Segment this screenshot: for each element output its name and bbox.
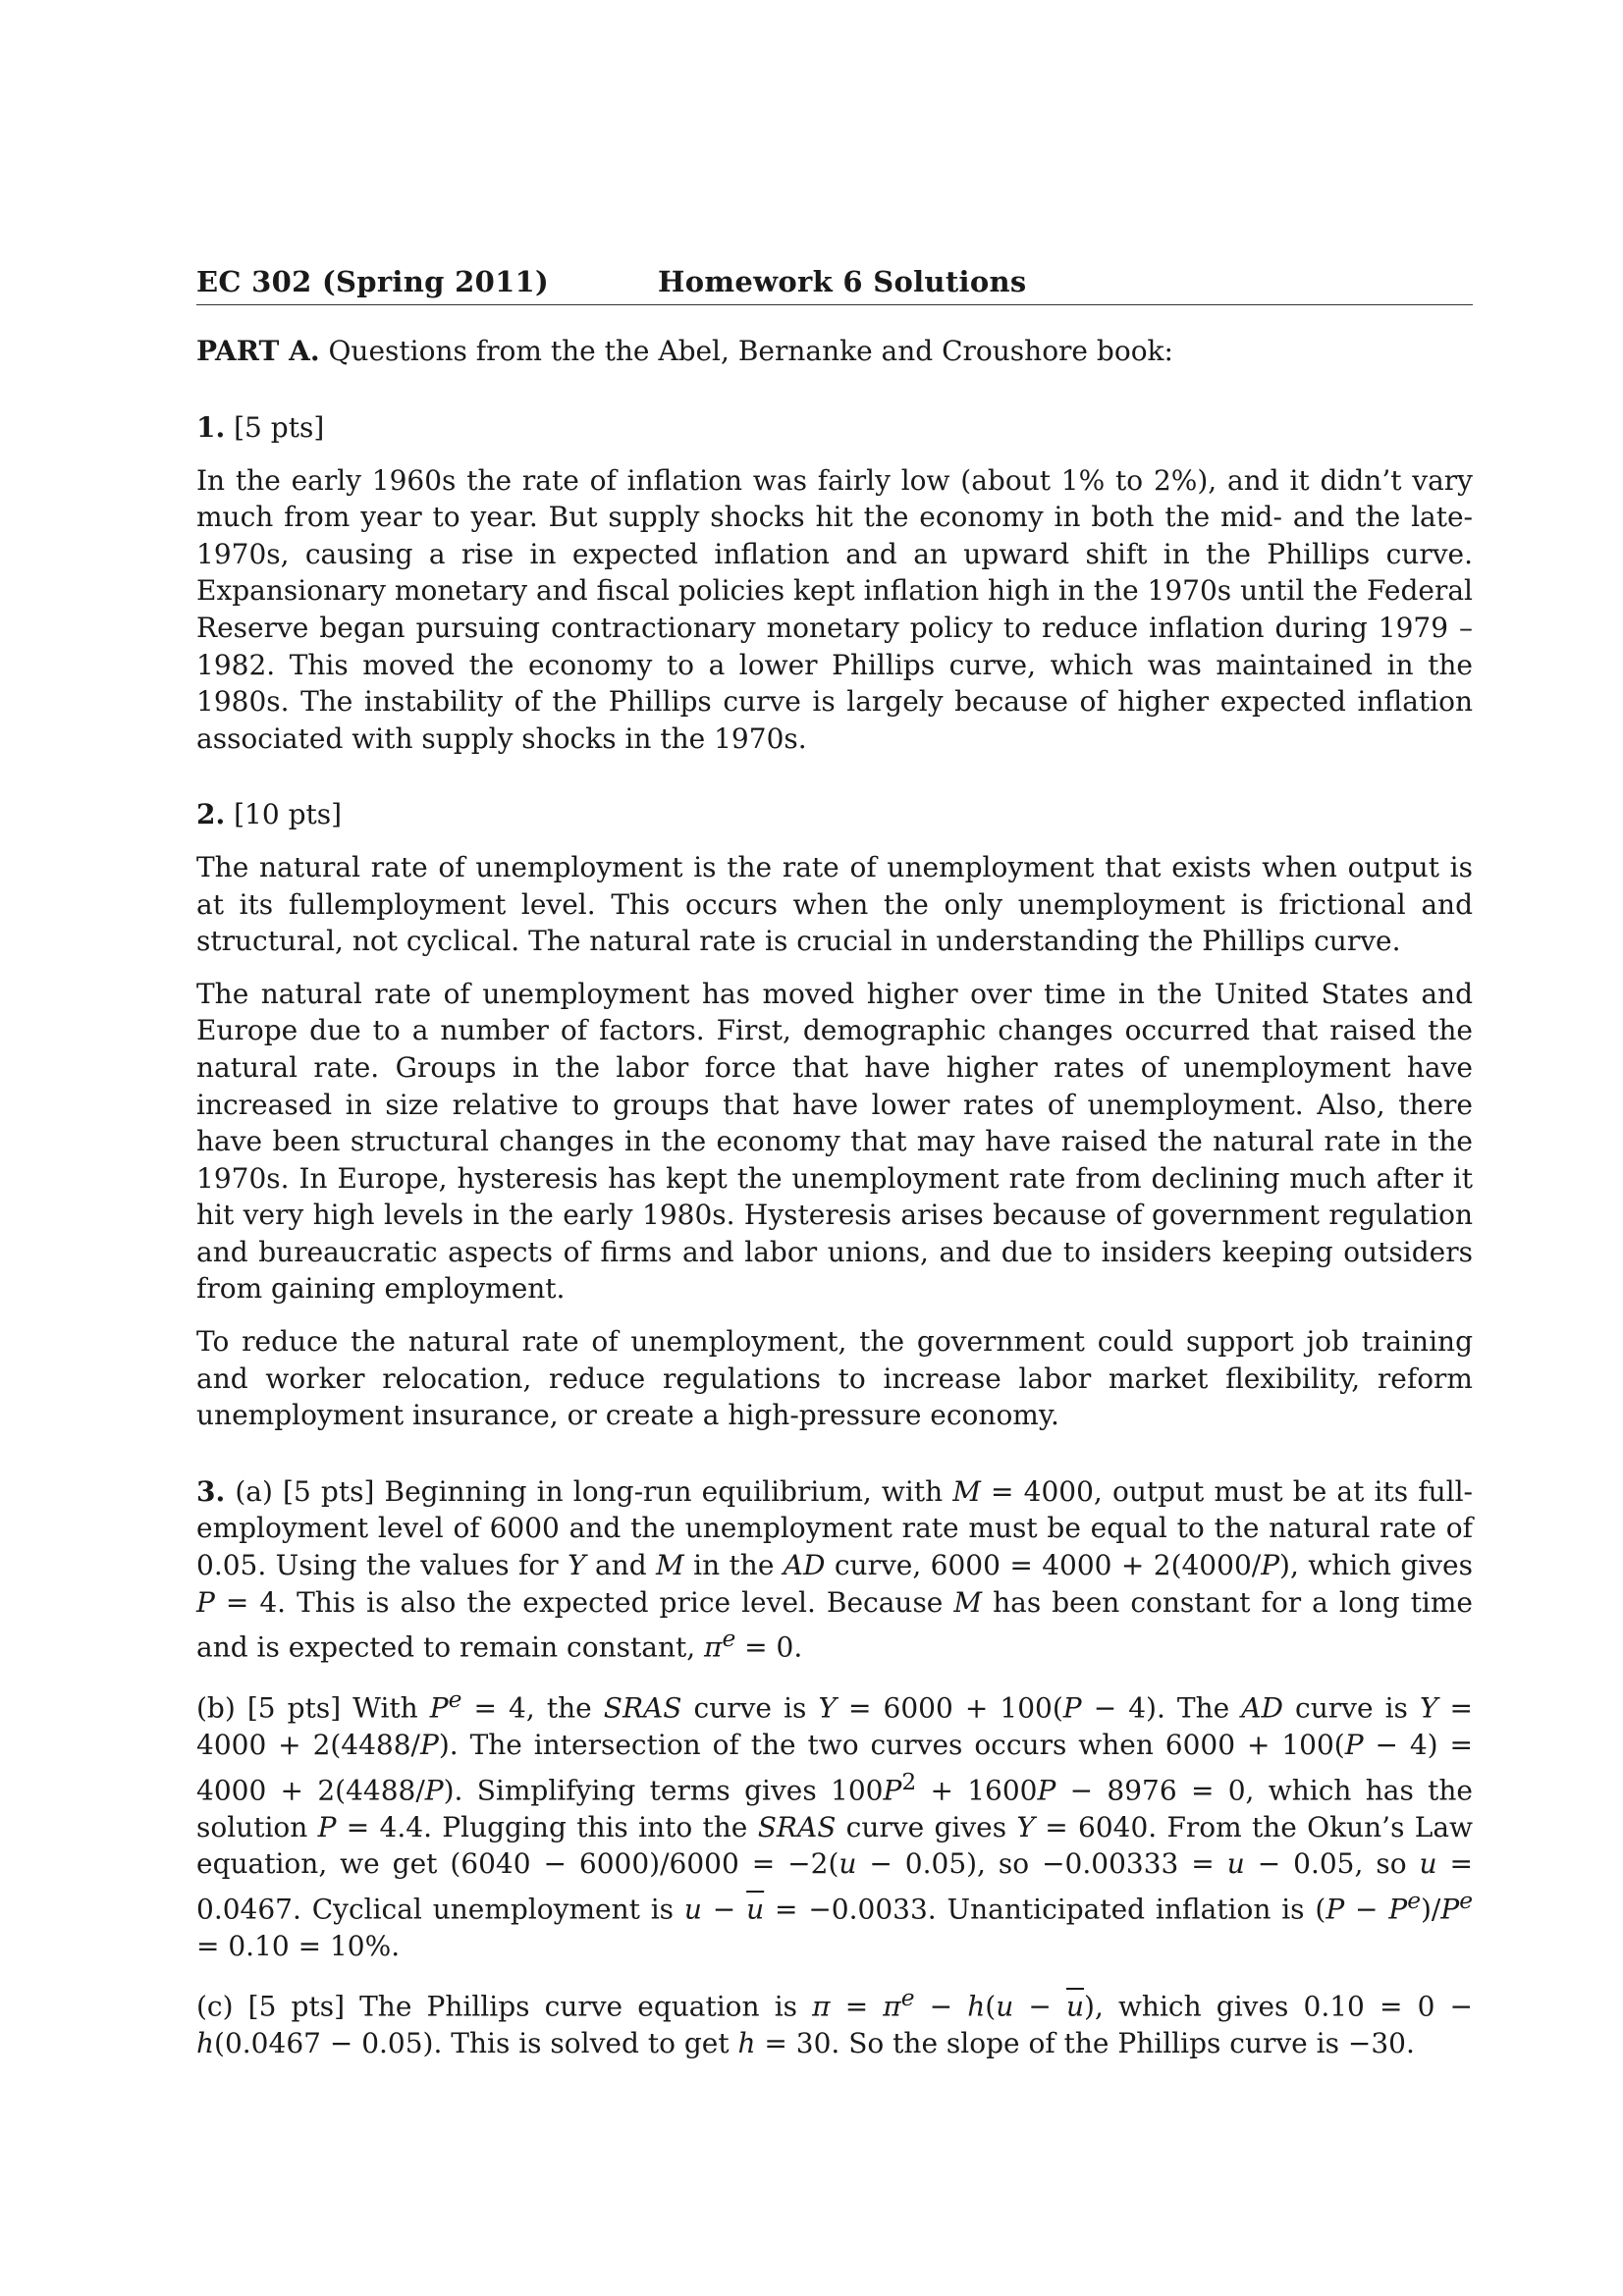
question-3: [196, 1473, 1473, 2062]
answer-part-b: (b) [5 pts] With $P^e = 4$, the SRAS curve is Y = 6000 + 100(P − 4). The AD curve is Y = 4000 + 2(4488/P). The intersection of the two curves occurs when 6000 + 100(P − 4) = 4000 + 2(4488/P). Simplifying terms gives $100P^2 + 1600P - 8976 = 0$, which has the solution P = 4.4. Plugging this into the SRAS curve gives Y = 6040. From the Okun’s Law equation, we get (6040 − 6000)/6000 = −2(u − 0.05), so −0.00333 = u − 0.05, so u = 0.0467. Cyclical unemployment is $u - \overline{u} = -0.0033$. Unanticipated inflation is $(P - P^e)/P^e = 0.10 = 10\%$.: [196, 1685, 1474, 1962]
question-2-heading: [196, 796, 1473, 833]
document-title: Homework 6 Solutions: [658, 265, 1027, 298]
question-2: [196, 796, 1473, 1434]
part-a-text: Questions from the the Abel, Bernanke and Croushore book:: [319, 335, 1173, 367]
question-number: 2.: [196, 798, 226, 831]
answer-paragraph: The natural rate of unemployment has moved higher over time in the United States and Europe due to a number of factors. First, demographic changes occurred that raised the natural rate. Groups in the labor force that have higher rates of unemployment have increased in size relative to groups that have lower rates of unemployment. Also, there have been structural changes in the economy that may have raised the natural rate in the 1970s. In Europe, hysteresis has kept the unemployment rate from declining much after it hit very high levels in the early 1980s. Hysteresis arises because of government regulation and bureaucratic aspects of firms and labor unions, and due to insiders keeping outsiders from gaining employment.: [196, 977, 1473, 1306]
answer-paragraph: In the early 1960s the rate of inflation was fairly low (about 1% to 2%), and it didn’t vary much from year to year. But supply shocks hit the economy in both the mid- and the late-1970s, causing a rise in expected inflation and an upward shift in the Phillips curve. Expansionary monetary and fiscal policies kept inflation high in the 1970s until the Federal Reserve began pursuing contractionary monetary policy to reduce inflation during 1979 – 1982. This moved the economy to a lower Phillips curve, which was maintained in the 1980s. The instability of the Phillips curve is largely because of higher expected inflation associated with supply shocks in the 1970s.: [196, 463, 1473, 755]
course-label: EC 302 (Spring 2011): [196, 265, 550, 298]
question-number: 3.: [196, 1474, 226, 1508]
question-points: [10 pts]: [225, 798, 343, 831]
part-a-heading: [196, 333, 1473, 370]
answer-part-c: (c) [5 pts] The Phillips curve equation is $\pi = \pi^e - h(u - \overline{u})$, which gives 0.10 = 0 − h(0.0467 − 0.05). This is solved to get h = 30. So the slope of the Phillips curve is −30.: [196, 1984, 1473, 2060]
answer-paragraph: To reduce the natural rate of unemployment, the government could support job training and worker relocation, reduce regulations to increase labor market flexibility, reform unemployment insurance, or create a high-pressure economy.: [196, 1325, 1473, 1432]
question-1: [196, 409, 1473, 757]
answer-part-a: 3. (a) [5 pts] Beginning in long-run equilibrium, with M = 4000, output must be at its full-employment level of 6000 and the unemployment rate must be equal to the natural rate of 0.05. Using the values for Y and M in the AD curve, 6000 = 4000 + 2(4000/P), which gives P = 4. This is also the expected price level. Because M has been constant for a long time and is expected to remain constant, $\pi^e = 0$.: [196, 1474, 1473, 1664]
question-1-heading: [196, 409, 1473, 447]
answer-paragraph: The natural rate of unemployment is the rate of unemployment that exists when output is at its fullemployment level. This occurs when the only unemployment is frictional and structural, not cyclical. The natural rate is crucial in understanding the Phillips curve.: [196, 850, 1473, 958]
question-number: 1.: [196, 411, 226, 444]
part-a-label: PART A.: [196, 335, 320, 367]
document-page: [196, 265, 1473, 2078]
page-header: [196, 265, 1473, 305]
question-points: [5 pts]: [225, 411, 325, 444]
